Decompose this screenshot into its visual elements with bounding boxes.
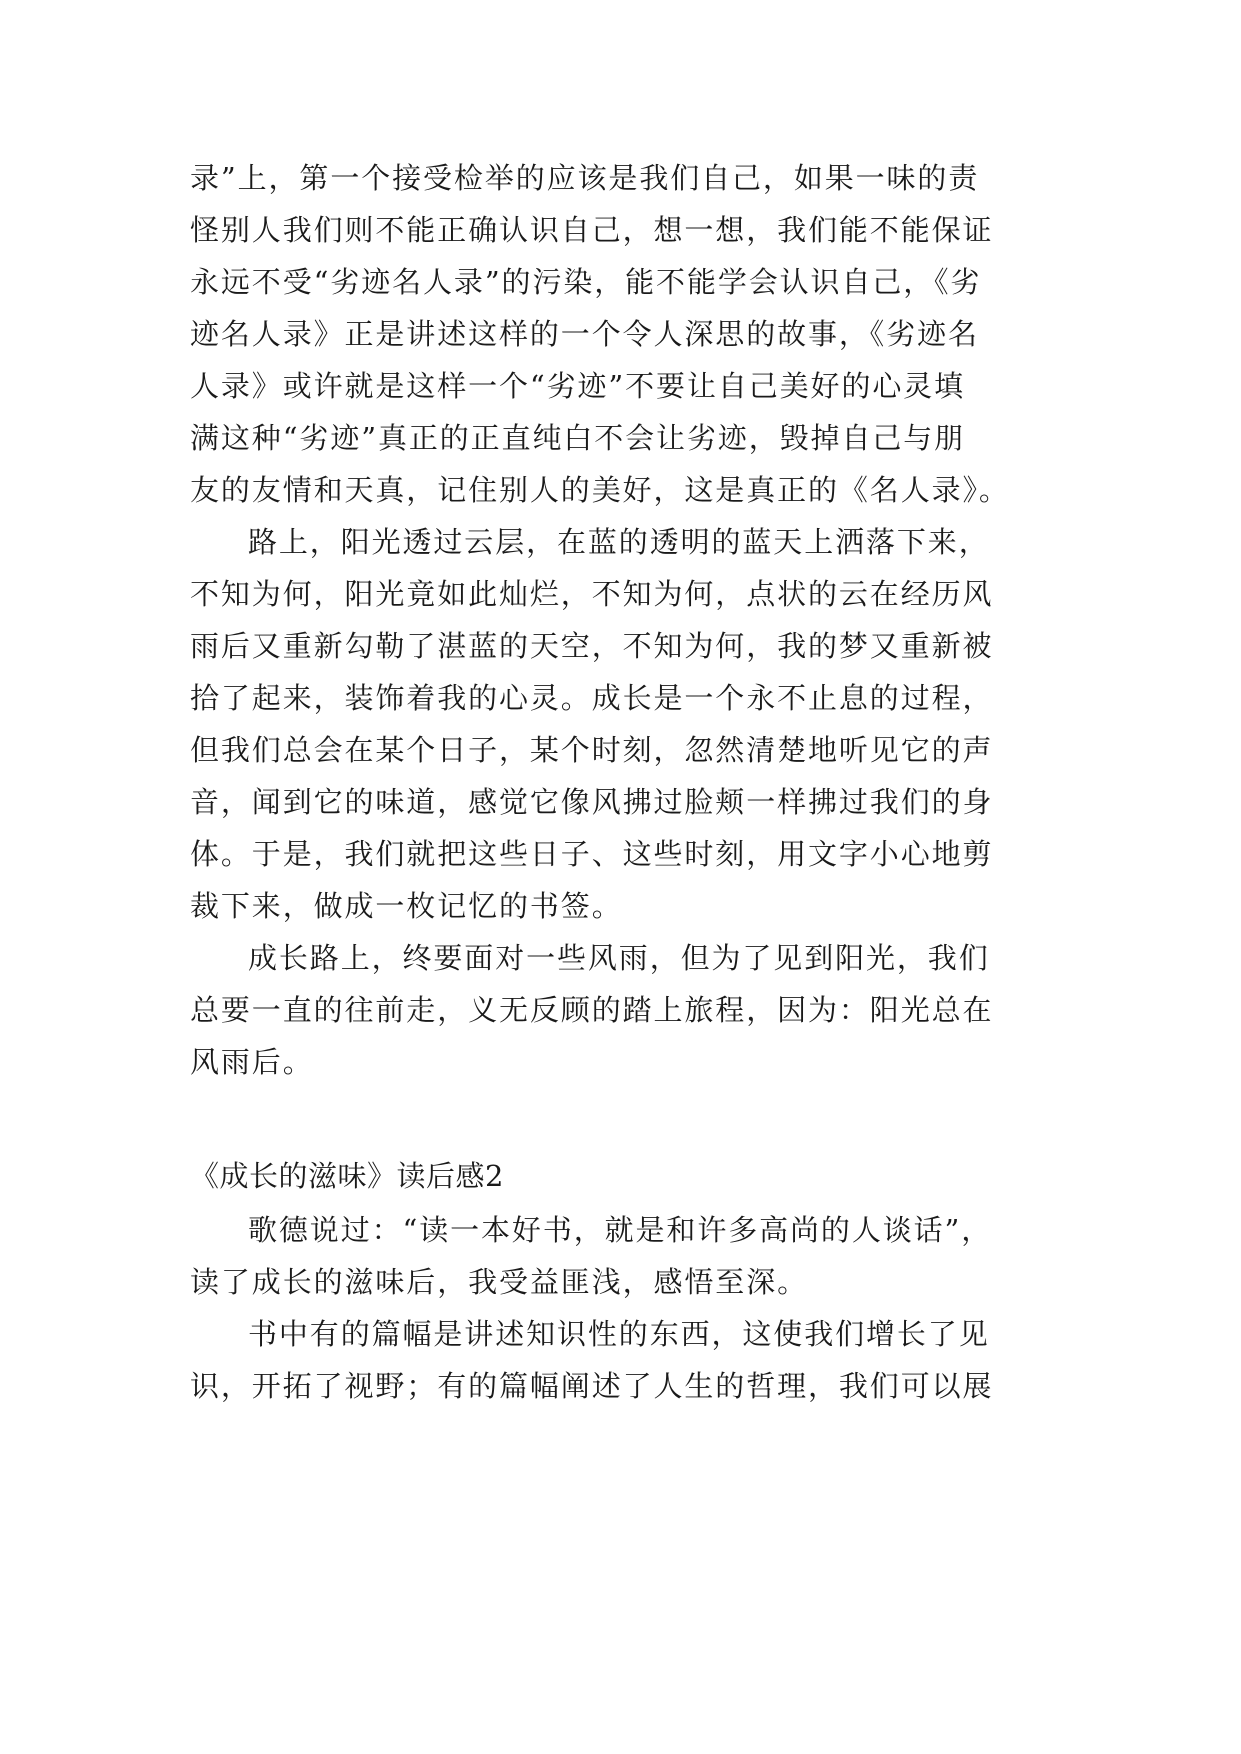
text-line: 裁下来，做成一枚记忆的书签。 bbox=[190, 889, 623, 923]
section-heading: 《成长的滋味》读后感2 bbox=[190, 1159, 504, 1193]
paragraph-first-line: 书中有的篇幅是讲述知识性的东西，这使我们增长了见 bbox=[248, 1317, 990, 1351]
text-line: 识，开拓了视野；有的篇幅阐述了人生的哲理，我们可以展 bbox=[190, 1369, 994, 1403]
text-line: 迹名人录》正是讲述这样的一个令人深思的故事，《劣迹名 bbox=[190, 317, 979, 351]
paragraph-first-line: 路上，阳光透过云层，在蓝的透明的蓝天上洒落下来， bbox=[248, 525, 990, 559]
text-line: 录”上，第一个接受检举的应该是我们自己，如果一味的责 bbox=[190, 161, 980, 195]
text-line: 雨后又重新勾勒了湛蓝的天空，不知为何，我的梦又重新被 bbox=[190, 629, 994, 663]
text-line: 风雨后。 bbox=[190, 1045, 314, 1079]
text-line: 但我们总会在某个日子，某个时刻，忽然清楚地听见它的声 bbox=[190, 733, 994, 767]
text-line: 怪别人我们则不能正确认识自己，想一想，我们能不能保证 bbox=[190, 213, 994, 247]
text-line: 不知为何，阳光竟如此灿烂，不知为何，点状的云在经历风 bbox=[190, 577, 994, 611]
paragraph-first-line: 歌德说过：“读一本好书，就是和许多高尚的人谈话”， bbox=[248, 1213, 993, 1247]
text-line: 体。于是，我们就把这些日子、这些时刻，用文字小心地剪 bbox=[190, 837, 994, 871]
text-line: 音，闻到它的味道，感觉它像风拂过脸颊一样拂过我们的身 bbox=[190, 785, 994, 819]
text-line: 总要一直的往前走，义无反顾的踏上旅程，因为：阳光总在 bbox=[190, 993, 994, 1027]
text-line: 友的友情和天真，记住别人的美好，这是真正的《名人录》。 bbox=[190, 473, 1010, 507]
text-line: 满这种“劣迹”真正的正直纯白不会让劣迹，毁掉自己与朋 bbox=[190, 421, 966, 455]
text-line: 读了成长的滋味后，我受益匪浅，感悟至深。 bbox=[190, 1265, 809, 1299]
text-line: 永远不受“劣迹名人录”的污染，能不能学会认识自己，《劣 bbox=[190, 265, 982, 299]
text-line: 拾了起来，装饰着我的心灵。成长是一个永不止息的过程， bbox=[190, 681, 994, 715]
text-line: 人录》或许就是这样一个“劣迹”不要让自己美好的心灵填 bbox=[190, 369, 966, 403]
paragraph-first-line: 成长路上，终要面对一些风雨，但为了见到阳光，我们 bbox=[248, 941, 990, 975]
